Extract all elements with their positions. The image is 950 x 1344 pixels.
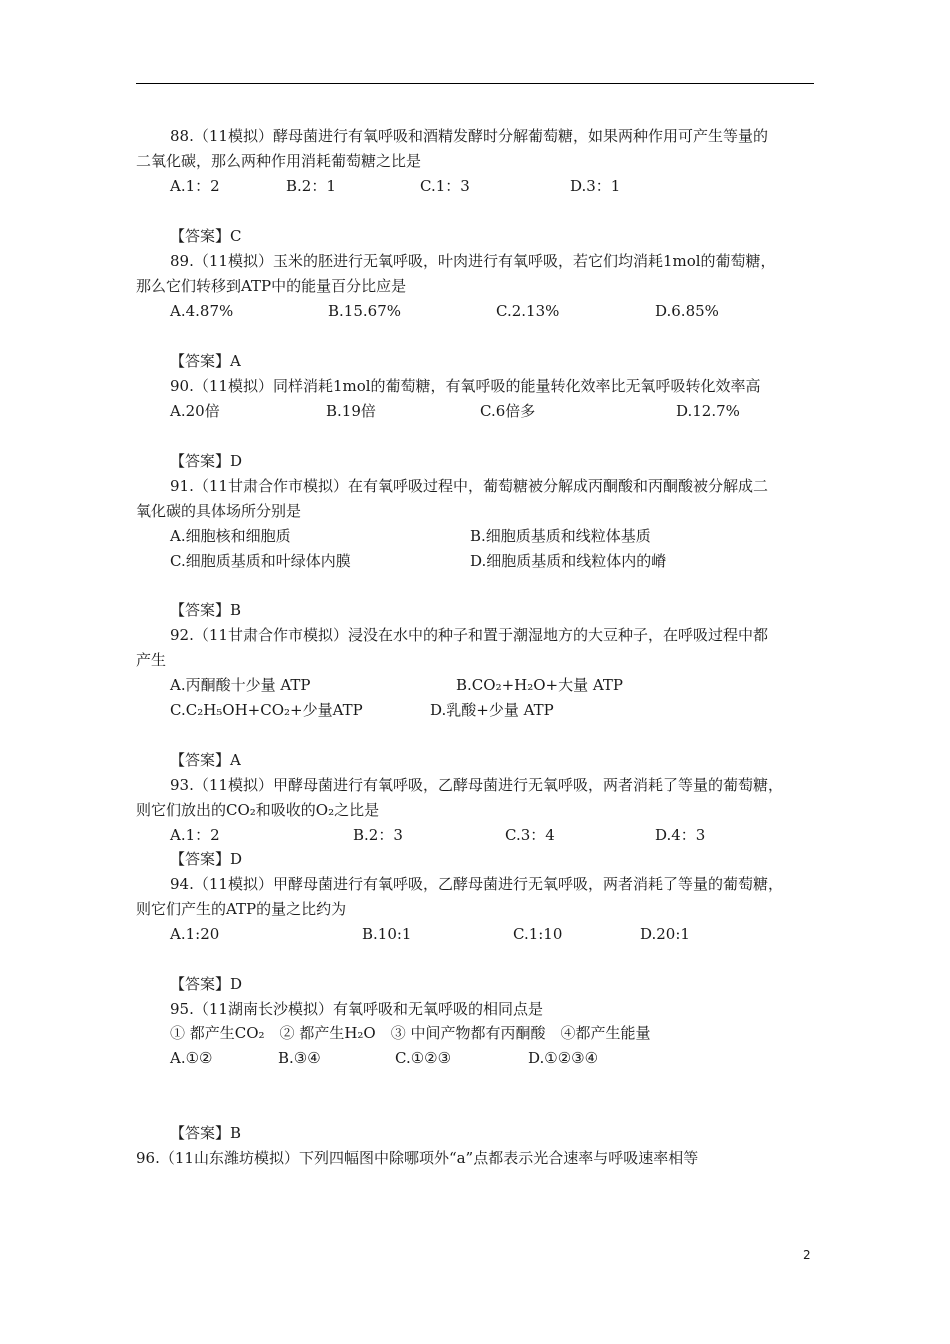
q91-stem-line2: 氧化碳的具体场所分别是 — [136, 502, 302, 520]
q94-stem-line2: 则它们产生的ATP的量之比约为 — [136, 900, 347, 918]
q89-option-b: B.15.67% — [328, 302, 401, 320]
q95-option-b: B.③④ — [278, 1049, 321, 1067]
q90-option-c: C.6倍多 — [480, 402, 536, 420]
q92-option-a: A.丙酮酸十少量 ATP — [170, 676, 311, 694]
q89-stem-line2: 那么它们转移到ATP中的能量百分比应是 — [136, 277, 407, 295]
q91-stem-line1: 91.（11甘肃合作市模拟）在有氧呼吸过程中，葡萄糖被分解成丙酮酸和丙酮酸被分解成二 — [170, 477, 768, 495]
q89-option-a: A.4.87% — [170, 302, 234, 320]
q88-answer: 【答案】C — [170, 227, 242, 245]
q91-option-d: D.细胞质基质和线粒体内的嵴 — [470, 552, 667, 570]
q93-option-b: B.2：3 — [353, 826, 403, 844]
q92-option-c: C.C₂H₅OH+CO₂+少量ATP — [170, 701, 363, 719]
q91-option-a: A.细胞核和细胞质 — [170, 527, 291, 545]
q92-stem-line1: 92.（11甘肃合作市模拟）浸没在水中的种子和置于潮湿地方的大豆种子，在呼吸过程中都 — [170, 626, 768, 644]
q90-stem-line1: 90.（11模拟）同样消耗1mol的葡萄糖，有氧呼吸的能量转化效率比无氧呼吸转化效率高 — [170, 377, 761, 395]
q90-answer: 【答案】D — [170, 452, 243, 470]
q95-answer: 【答案】B — [170, 1124, 242, 1142]
q95-stem-line1: 95.（11湖南长沙模拟）有氧呼吸和无氧呼吸的相同点是 — [170, 1000, 543, 1018]
q88-stem-line1: 88.（11模拟）酵母菌进行有氧呼吸和酒精发酵时分解葡萄糖，如果两种作用可产生等量的 — [170, 127, 768, 145]
q91-option-b: B.细胞质基质和线粒体基质 — [470, 527, 651, 545]
q95-statements: ① 都产生CO₂ ② 都产生H₂O ③ 中间产物都有丙酮酸 ④都产生能量 — [170, 1024, 651, 1042]
q93-option-c: C.3：4 — [505, 826, 555, 844]
q95-option-c: C.①②③ — [395, 1049, 452, 1067]
q90-option-a: A.20倍 — [170, 402, 220, 420]
q88-option-d: D.3：1 — [570, 177, 621, 195]
q88-stem-line2: 二氧化碳，那么两种作用消耗葡萄糖之比是 — [136, 152, 422, 170]
q91-answer: 【答案】B — [170, 601, 242, 619]
header-rule — [136, 83, 814, 84]
q89-stem-line1: 89.（11模拟）玉米的胚进行无氧呼吸，叶肉进行有氧呼吸，若它们均消耗1mol的葡萄糖， — [170, 252, 776, 270]
q92-stem-line2: 产生 — [136, 651, 167, 669]
q93-stem-line1: 93.（11模拟）甲酵母菌进行有氧呼吸，乙酵母菌进行无氧呼吸，两者消耗了等量的葡萄糖， — [170, 776, 783, 794]
q90-option-b: B.19倍 — [326, 402, 376, 420]
q88-option-c: C.1：3 — [420, 177, 470, 195]
q92-option-b: B.CO₂+H₂O+大量 ATP — [456, 676, 623, 694]
q93-answer: 【答案】D — [170, 850, 243, 868]
q94-option-d: D.20:1 — [640, 925, 690, 943]
q88-option-b: B.2：1 — [286, 177, 336, 195]
page-number: 2 — [803, 1248, 811, 1262]
q93-option-d: D.4：3 — [655, 826, 706, 844]
q91-option-c: C.细胞质基质和叶绿体内膜 — [170, 552, 351, 570]
q94-option-b: B.10:1 — [362, 925, 412, 943]
q94-answer: 【答案】D — [170, 975, 243, 993]
q93-option-a: A.1：2 — [170, 826, 220, 844]
q92-answer: 【答案】A — [170, 751, 241, 769]
q94-option-c: C.1:10 — [513, 925, 563, 943]
q89-option-c: C.2.13% — [496, 302, 560, 320]
q88-option-a: A.1：2 — [170, 177, 220, 195]
q90-option-d: D.12.7% — [676, 402, 740, 420]
q94-option-a: A.1:20 — [170, 925, 220, 943]
q92-option-d: D.乳酸+少量 ATP — [430, 701, 554, 719]
q95-option-a: A.①② — [170, 1049, 213, 1067]
q89-option-d: D.6.85% — [655, 302, 719, 320]
q94-stem-line1: 94.（11模拟）甲酵母菌进行有氧呼吸，乙酵母菌进行无氧呼吸，两者消耗了等量的葡萄糖， — [170, 875, 783, 893]
q95-option-d: D.①②③④ — [528, 1049, 599, 1067]
q93-stem-line2: 则它们放出的CO₂和吸收的O₂之比是 — [136, 801, 380, 819]
q89-answer: 【答案】A — [170, 352, 241, 370]
q96-stem-line1: 96.（11山东潍坊模拟）下列四幅图中除哪项外“a”点都表示光合速率与呼吸速率相等 — [136, 1149, 699, 1167]
